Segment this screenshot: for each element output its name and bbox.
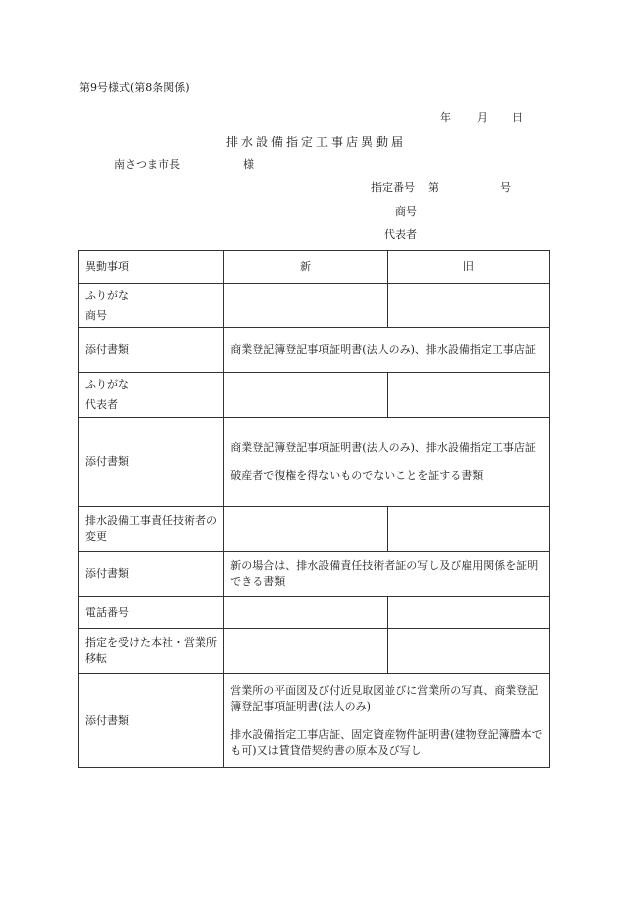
relocation-new-field[interactable] [224, 629, 387, 674]
header-new: 新 [224, 251, 387, 284]
designation-dai: 第 [428, 181, 439, 194]
representative-row-label: 代表者 [85, 398, 118, 411]
table-row [79, 597, 550, 629]
relocation-old-field[interactable] [387, 629, 549, 674]
designation-go: 号 [500, 181, 511, 194]
representative-furigana: ふりがな [85, 378, 129, 391]
table-row [79, 629, 550, 674]
trade-name-furigana: ふりがな [85, 288, 129, 302]
trade-name-label: 商号 [395, 205, 417, 218]
date-year-label: 年 [440, 111, 451, 124]
form-number: 第9号様式(第8条関係) [79, 81, 190, 94]
engineer-old-field[interactable] [387, 507, 549, 552]
representative-cell [79, 373, 224, 418]
relocation-label: 指定を受けた本社・営業所移転 [79, 629, 224, 674]
change-form-table [78, 250, 550, 768]
trade-name-row-label: 商号 [85, 308, 107, 322]
trade-name-new-field[interactable] [224, 284, 387, 328]
table-row [79, 284, 550, 328]
attachments-text-4b: 排水設備指定工事店証、固定資産物件証明書(建物登記簿謄本でも可)又は賃貸借契約書の原本及び写し [230, 727, 543, 757]
document-title: 排水設備指定工事店異動届 [226, 135, 407, 149]
trade-name-cell [79, 284, 224, 328]
attachments-label-1: 添付書類 [79, 328, 224, 373]
attachments-text-2a: 商業登記簿登記事項証明書(法人のみ)、排水設備指定工事店証 [230, 441, 536, 454]
attachments-text-4 [224, 674, 550, 768]
table-header-row [79, 251, 550, 284]
engineer-change-label: 排水設備工事責任技術者の変更 [79, 507, 224, 552]
table-row [79, 507, 550, 552]
attachments-text-2 [224, 418, 550, 507]
table-row [79, 418, 550, 507]
phone-label: 電話番号 [79, 597, 224, 629]
table-row [79, 373, 550, 418]
header-item: 異動事項 [79, 251, 224, 284]
engineer-new-field[interactable] [224, 507, 387, 552]
trade-name-old-field[interactable] [387, 284, 549, 328]
attachments-text-1: 商業登記簿登記事項証明書(法人のみ)、排水設備指定工事店証 [224, 328, 550, 373]
table-row [79, 552, 550, 597]
phone-old-field[interactable] [387, 597, 549, 629]
phone-new-field[interactable] [224, 597, 387, 629]
table-row [79, 328, 550, 373]
attachments-label-3: 添付書類 [79, 552, 224, 597]
attachments-text-3: 新の場合は、排水設備責任技術者証の写し及び雇用関係を証明できる書類 [224, 552, 550, 597]
table-row [79, 674, 550, 768]
header-old: 旧 [387, 251, 549, 284]
attachments-text-4a: 営業所の平面図及び付近見取図並びに営業所の写真、商業登記簿登記事項証明書(法人のみ) [230, 683, 539, 713]
date-day-label: 日 [512, 111, 523, 124]
representative-new-field[interactable] [224, 373, 387, 418]
date-month-label: 月 [477, 111, 488, 124]
representative-label: 代表者 [384, 228, 417, 241]
attachments-label-2: 添付書類 [79, 418, 224, 507]
honorific: 様 [243, 158, 254, 171]
representative-old-field[interactable] [387, 373, 549, 418]
designation-number-label: 指定番号 [371, 181, 415, 194]
attachments-text-2b: 破産者で復権を得ないものでないことを証する書類 [230, 469, 484, 482]
addressee: 南さつま市長 [114, 158, 180, 171]
attachments-label-4: 添付書類 [79, 674, 224, 768]
